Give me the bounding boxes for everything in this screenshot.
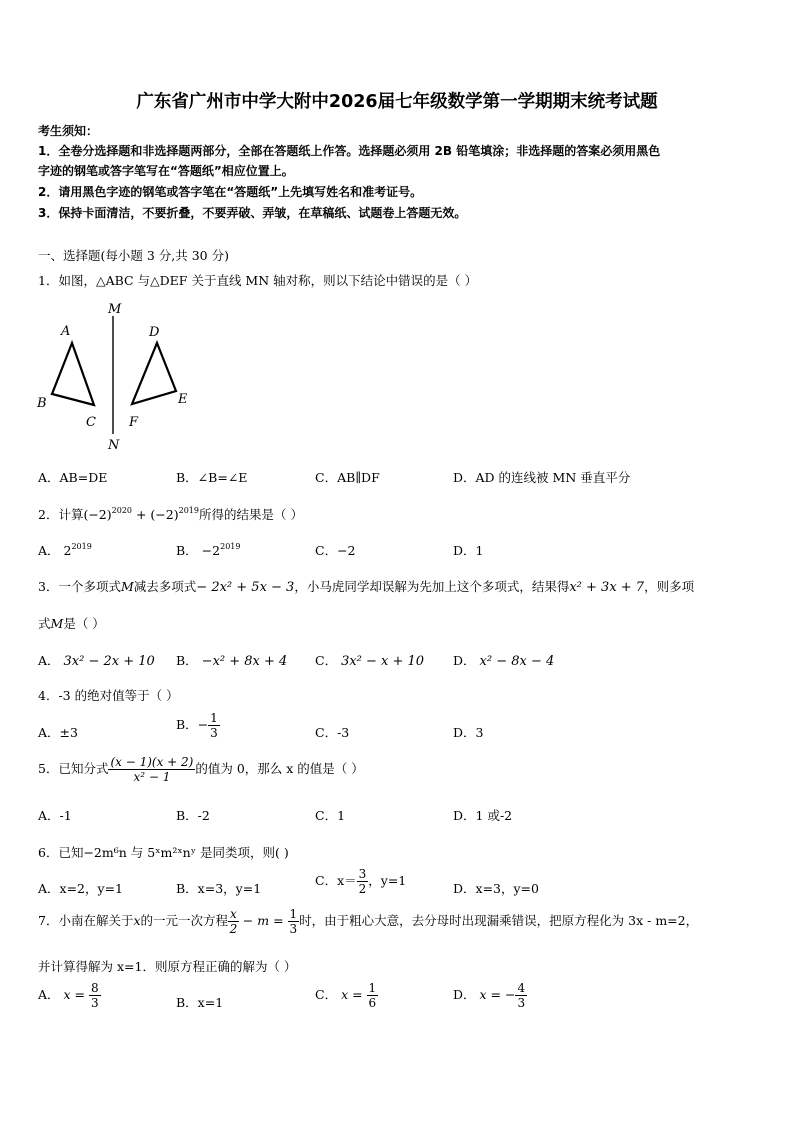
- triangle-def: [132, 343, 176, 404]
- q3-line2: [38, 614, 105, 632]
- q7-post: 时，由于粗心大意，去分母时出现漏乘错误，把原方程化为 3x - m=2，: [299, 913, 699, 928]
- q6-c-fraction: [357, 867, 369, 896]
- q7-d-fraction: [515, 981, 527, 1010]
- q2-b-exp: 2019: [220, 542, 241, 551]
- notice-item-3: 3．保持卡面清洁，不要折叠，不要弄破、弄皱，在草稿纸、试题卷上答题无效。: [38, 206, 467, 220]
- notice-item-1-cont: 字迹的钢笔或答字笔写在“答题纸”相应位置上。: [38, 164, 294, 178]
- q7-d-label: D．: [453, 987, 476, 1002]
- page-title: 广东省广州市中学大附中2026届七年级数学第一学期期末统考试题: [136, 92, 658, 112]
- q2-a-label: A．: [38, 543, 60, 558]
- q3-option-b[interactable]: [176, 651, 287, 669]
- q2-stem: [38, 505, 303, 523]
- q5-option-b[interactable]: B．-2: [176, 808, 210, 823]
- q3-d-expr: x² − 8x − 4: [479, 654, 555, 669]
- q2-option-d[interactable]: D．1: [453, 543, 484, 558]
- q5-stem-post: 的值为 0，那么 x 的值是（ ）: [195, 761, 364, 776]
- label-f: F: [129, 415, 139, 430]
- q4-b-den: 3: [210, 726, 218, 740]
- q6-option-c[interactable]: [315, 867, 406, 896]
- q3-line1: [38, 577, 694, 595]
- q3-a-label: A．: [38, 653, 60, 668]
- q7-f1-num: x: [230, 907, 237, 921]
- q5-option-c[interactable]: C．1: [315, 808, 346, 823]
- q7-a-label: A．: [38, 987, 60, 1002]
- q6-option-d[interactable]: D．x=3，y=0: [453, 881, 539, 896]
- q3-mid: 减去多项式: [133, 579, 197, 594]
- q2-stem-post: 所得的结果是（ ）: [198, 507, 303, 522]
- q6-stem: 6．已知−2m⁶n 与 5ˣm²ˣnʸ 是同类项，则( ): [38, 845, 289, 860]
- q6-c-post: ，y=1: [368, 873, 407, 888]
- q3-mid2: ，小马虎同学却误解为先加上这个多项式，结果得: [294, 579, 570, 594]
- q5-num: (x − 1)(x + 2): [110, 755, 194, 769]
- q7-minus-m: − m =: [238, 913, 288, 928]
- q1-stem: 1．如图，△ABC 与△DEF 关于直线 MN 轴对称，则以下结论中错误的是（ ）: [38, 273, 478, 288]
- q4-option-b[interactable]: [176, 711, 220, 740]
- section-heading: 一、选择题(每小题 3 分,共 30 分): [38, 248, 229, 263]
- label-n: N: [108, 438, 120, 453]
- notice-item-1: 1．全卷分选择题和非选择题两部分，全部在答题纸上作答。选择题必须用 2B 铅笔填涂；非选择题的答案必须用黑色: [38, 144, 661, 158]
- q4-b-num: 1: [210, 711, 218, 725]
- q7-a-pre: x =: [63, 987, 89, 1002]
- q2-a-exp: 2019: [71, 542, 92, 551]
- q7-c-den: 6: [368, 996, 377, 1010]
- q4-option-a[interactable]: A．±3: [38, 725, 78, 740]
- q2-option-b[interactable]: [176, 541, 240, 559]
- q7-f1-den: 2: [229, 922, 238, 936]
- q3-c-expr: 3x² − x + 10: [341, 654, 425, 669]
- q3-line2-post: 是（ ）: [63, 616, 105, 631]
- q7-line2: 并计算得解为 x=1．则原方程正确的解为（ ）: [38, 959, 297, 974]
- q3-pre: 3．一个多项式: [38, 579, 121, 594]
- q7-d-pre: x = −: [479, 987, 516, 1002]
- q7-line1: [38, 907, 698, 936]
- q7-mid: 的一元一次方程: [140, 913, 229, 928]
- q7-a-fraction: [89, 981, 101, 1010]
- q3-poly1: − 2x² + 5x − 3: [196, 580, 295, 595]
- q5-option-d[interactable]: D．1 或-2: [453, 808, 513, 823]
- q3-b-expr: −x² + 8x + 4: [201, 654, 288, 669]
- label-b: B: [37, 396, 47, 411]
- q6-option-b[interactable]: B．x=3，y=1: [176, 881, 262, 896]
- q7-option-d[interactable]: [453, 981, 527, 1010]
- q2-plus: +: [132, 507, 151, 522]
- q7-x: x: [133, 913, 141, 928]
- q7-option-c[interactable]: [315, 981, 378, 1010]
- q7-pre: 7．小南在解关于: [38, 913, 134, 928]
- q7-frac-1: [228, 907, 239, 936]
- q5-stem-pre: 5．已知分式: [38, 761, 109, 776]
- q2-b-base: −2: [201, 543, 221, 558]
- q7-c-fraction: [367, 981, 379, 1010]
- q2-expr-b: (−2): [150, 507, 179, 522]
- q7-c-pre: x =: [341, 987, 367, 1002]
- q3-option-c[interactable]: [315, 651, 424, 669]
- q5-stem: [38, 755, 364, 784]
- q7-d-num: 4: [517, 981, 526, 995]
- label-c: C: [86, 415, 96, 430]
- label-m: M: [108, 302, 122, 317]
- q6-option-a[interactable]: A．x=2，y=1: [38, 881, 123, 896]
- q3-m: M: [120, 579, 134, 594]
- q2-option-a[interactable]: [38, 541, 92, 559]
- q4-b-fraction: [208, 711, 220, 740]
- q1-option-c[interactable]: C．AB∥DF: [315, 470, 380, 485]
- q6-c-num: 3: [358, 867, 367, 881]
- q7-f2-num: 1: [289, 907, 298, 921]
- q3-c-label: C．: [315, 653, 338, 668]
- q1-option-b[interactable]: B．∠B=∠E: [176, 470, 248, 485]
- q7-c-num: 1: [368, 981, 377, 995]
- q3-a-expr: 3x² − 2x + 10: [63, 654, 155, 669]
- notice-heading: 考生须知：: [38, 124, 99, 138]
- q4-option-d[interactable]: D．3: [453, 725, 484, 740]
- q1-figure: [30, 296, 200, 456]
- q5-fraction: [108, 755, 195, 784]
- triangle-abc: [52, 343, 94, 405]
- q2-expr-a: (−2): [83, 507, 112, 522]
- q3-line2-pre: 式: [38, 616, 51, 631]
- q4-stem: 4．-3 的绝对值等于（ ）: [38, 688, 179, 703]
- q3-d-label: D．: [453, 653, 476, 668]
- q7-option-b[interactable]: B．x=1: [176, 995, 224, 1010]
- q6-c-den: 2: [358, 882, 367, 896]
- notice-item-2: 2．请用黑色字迹的钢笔或答字笔在“答题纸”上先填写姓名和准考证号。: [38, 185, 423, 199]
- q2-exp-b: 2019: [178, 506, 199, 515]
- q7-a-num: 8: [91, 981, 99, 995]
- q5-den: x² − 1: [133, 770, 171, 784]
- q4-b-sign: −: [197, 717, 209, 732]
- label-e: E: [178, 392, 188, 407]
- q7-d-den: 3: [517, 996, 526, 1010]
- q4-option-c[interactable]: C．-3: [315, 725, 350, 740]
- q2-option-c[interactable]: C．−2: [315, 543, 356, 558]
- label-d: D: [149, 325, 160, 340]
- q5-option-a[interactable]: A．-1: [38, 808, 72, 823]
- q1-option-a[interactable]: A．AB=DE: [38, 470, 108, 485]
- q2-b-label: B．: [176, 543, 198, 558]
- q7-a-den: 3: [91, 996, 99, 1010]
- q7-c-label: C．: [315, 987, 338, 1002]
- q3-b-label: B．: [176, 653, 198, 668]
- q2-exp-a: 2020: [111, 506, 132, 515]
- q2-stem-pre: 2．计算: [38, 507, 84, 522]
- q1-option-d[interactable]: D．AD 的连线被 MN 垂直平分: [453, 470, 631, 485]
- label-a: A: [61, 324, 71, 339]
- q7-option-a[interactable]: [38, 981, 101, 1010]
- q6-c-pre: C．x＝: [315, 873, 357, 888]
- q7-f2-den: 3: [289, 922, 298, 936]
- q3-option-d[interactable]: [453, 651, 554, 669]
- q3-post: ，则多项: [644, 579, 695, 594]
- q2-a-base: 2: [63, 543, 72, 558]
- q3-poly2: x² + 3x + 7: [569, 580, 645, 595]
- q7-frac-2: [288, 907, 300, 936]
- q4-b-label: B．: [176, 717, 198, 732]
- q3-m-2: M: [50, 616, 64, 631]
- q3-option-a[interactable]: [38, 651, 155, 669]
